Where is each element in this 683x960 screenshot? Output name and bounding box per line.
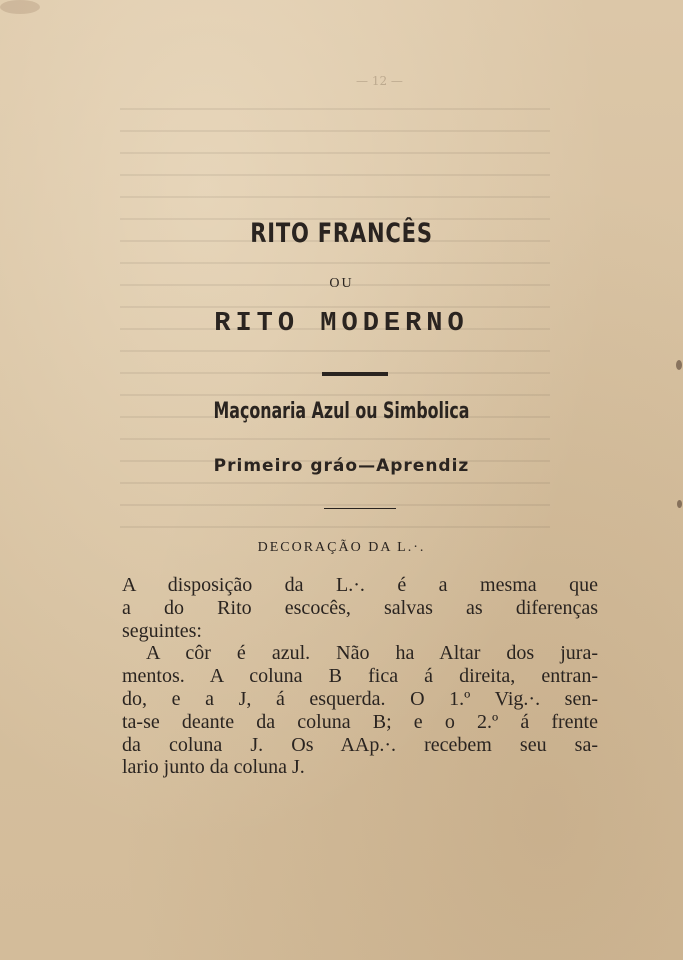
text-line: A côr é azul. Não ha Altar dos jura- bbox=[146, 642, 598, 665]
text-line: da coluna J. Os AAp.·. recebem seu sa- bbox=[122, 733, 598, 756]
text-line: mentos. A coluna B fica á direita, entran- bbox=[122, 665, 598, 688]
subtitle: Maçonaria Azul ou Simbolica bbox=[213, 399, 470, 424]
page-number: — 12 — bbox=[356, 74, 403, 88]
text-line: ta-se deante da coluna B; e o 2.º á frente bbox=[122, 710, 598, 733]
alternate-title: RITO MODERNO bbox=[214, 309, 469, 339]
double-rule-divider bbox=[322, 372, 388, 376]
title-conjunction: OU bbox=[329, 276, 354, 291]
text-line: a do Rito escocês, salvas as diferenças bbox=[122, 596, 598, 619]
paper-stain bbox=[677, 500, 682, 508]
text-line: seguintes: bbox=[122, 619, 202, 642]
section-heading: DECORAÇÃO DA L.·. bbox=[257, 540, 426, 555]
text-line: A disposição da L.·. é a mesma que bbox=[122, 574, 598, 596]
text-line: lario junto da coluna J. bbox=[122, 756, 305, 779]
main-title: RITO FRANCÊS bbox=[250, 218, 433, 249]
rule-divider bbox=[324, 508, 396, 509]
text-line: do, e a J, á esquerda. O 1.º Vig.·. sen- bbox=[122, 687, 598, 710]
paper-stain bbox=[0, 0, 40, 14]
degree-heading: Primeiro gráo—Aprendiz bbox=[213, 456, 470, 476]
body-paragraph bbox=[122, 574, 598, 779]
paper-stain bbox=[676, 360, 682, 370]
